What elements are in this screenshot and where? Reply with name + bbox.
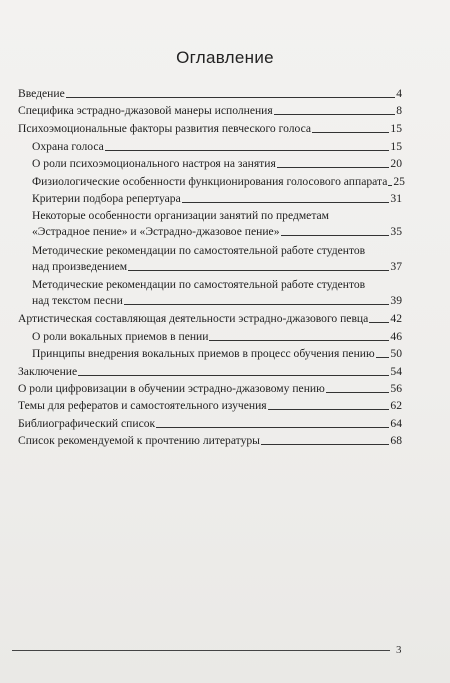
toc-entry[interactable] (32, 192, 402, 206)
toc-leader (156, 427, 389, 428)
toc-entry[interactable] (18, 399, 402, 413)
toc-entry-page: 35 (390, 225, 402, 238)
toc-leader (105, 150, 390, 151)
toc-entry[interactable] (18, 417, 402, 431)
toc-entry[interactable] (18, 312, 402, 326)
toc-entry-title: Введение (18, 87, 65, 100)
toc-entry[interactable] (32, 330, 402, 344)
toc-entry-page: 46 (390, 330, 402, 343)
toc-entry-title: Критерии подбора репертуара (32, 192, 181, 205)
toc-leader (376, 357, 390, 358)
toc-entry-title: Артистическая составляющая деятельности эстрадно-джазового певца (18, 312, 369, 325)
toc-leader (124, 304, 390, 305)
toc-entry-title: Заключение (18, 365, 78, 378)
toc-leader (261, 444, 389, 445)
toc-entry-title: О роли вокальных приемов в пении (32, 330, 209, 343)
toc-entry-title: Физиологические особенности функционирования голосового аппарата (32, 175, 388, 188)
toc-entry-title-line1: Методические рекомендации по самостоятельной работе студентов (32, 278, 366, 291)
toc-entry-page: 64 (390, 417, 402, 430)
toc-entry-page: 54 (390, 365, 402, 378)
toc-entry-title: Психоэмоциональные факторы развития певческого голоса (18, 122, 312, 135)
toc-entry-page: 8 (396, 104, 402, 117)
toc-entry[interactable] (32, 244, 402, 274)
toc-entry[interactable] (18, 434, 402, 448)
toc-leader (78, 375, 389, 376)
toc-entry-title: Темы для рефератов и самостоятельного изучения (18, 399, 267, 412)
toc-leader (388, 185, 392, 186)
toc-entry-page: 15 (390, 140, 402, 153)
toc-entry-title: Принципы внедрения вокальных приемов в процесс обучения пению (32, 347, 375, 360)
toc-entry-title: Специфика эстрадно-джазовой манеры исполнения (18, 104, 273, 117)
toc-entry-page: 25 (393, 175, 405, 188)
toc-leader (182, 202, 390, 203)
toc-entry-page: 20 (390, 157, 402, 170)
toc-entry[interactable] (32, 157, 402, 171)
toc-entry[interactable] (32, 278, 402, 308)
toc-entry[interactable] (32, 209, 402, 239)
toc-entry-page: 15 (390, 122, 402, 135)
toc-entry-title: Список рекомендуемой к прочтению литературы (18, 434, 260, 447)
toc-entry-title-line1: Некоторые особенности организации занятий по предметам (32, 209, 330, 222)
toc-entry-page: 62 (390, 399, 402, 412)
toc-leader (274, 114, 395, 115)
toc-entry-page: 42 (390, 312, 402, 325)
toc-leader (128, 270, 389, 271)
toc-leader (277, 167, 390, 168)
toc-entry-title: Охрана голоса (32, 140, 104, 153)
toc-entry-title: «Эстрадное пение» и «Эстрадно-джазовое пение» (32, 225, 280, 238)
toc-leader (369, 322, 389, 323)
toc-leader (268, 409, 390, 410)
toc-entry[interactable] (18, 104, 402, 118)
toc-leader (326, 392, 390, 393)
toc-entry[interactable] (32, 175, 405, 189)
toc-entry[interactable] (18, 365, 402, 379)
toc-entry-page: 56 (390, 382, 402, 395)
toc-entry[interactable] (32, 347, 402, 361)
toc-entry-title: над произведением (32, 260, 128, 273)
toc-leader (66, 97, 395, 98)
toc-entry-page: 4 (396, 87, 402, 100)
footer-divider (12, 650, 390, 651)
toc-entry-page: 39 (390, 294, 402, 307)
page-number: 3 (396, 644, 402, 656)
toc-entry[interactable] (32, 140, 402, 154)
toc-entry-title-line1: Методические рекомендации по самостоятельной работе студентов (32, 244, 366, 257)
toc-entry[interactable] (18, 87, 402, 101)
toc-entry-page: 50 (390, 347, 402, 360)
toc-entry-title: Библиографический список (18, 417, 156, 430)
toc-entry-page: 68 (390, 434, 402, 447)
page-title: Оглавление (176, 48, 274, 67)
toc-leader (281, 235, 390, 236)
toc-entry[interactable] (18, 382, 402, 396)
toc-entry-title: О роли цифровизации в обучении эстрадно-джазовому пению (18, 382, 325, 395)
toc-entry-page: 37 (390, 260, 402, 273)
toc-entry[interactable] (18, 122, 402, 136)
toc-entry-page: 31 (390, 192, 402, 205)
toc-leader (312, 132, 389, 133)
toc-entry-title: О роли психоэмоционального настроя на занятия (32, 157, 276, 170)
toc-entry-title: над текстом песни (32, 294, 123, 307)
toc-leader (209, 340, 389, 341)
